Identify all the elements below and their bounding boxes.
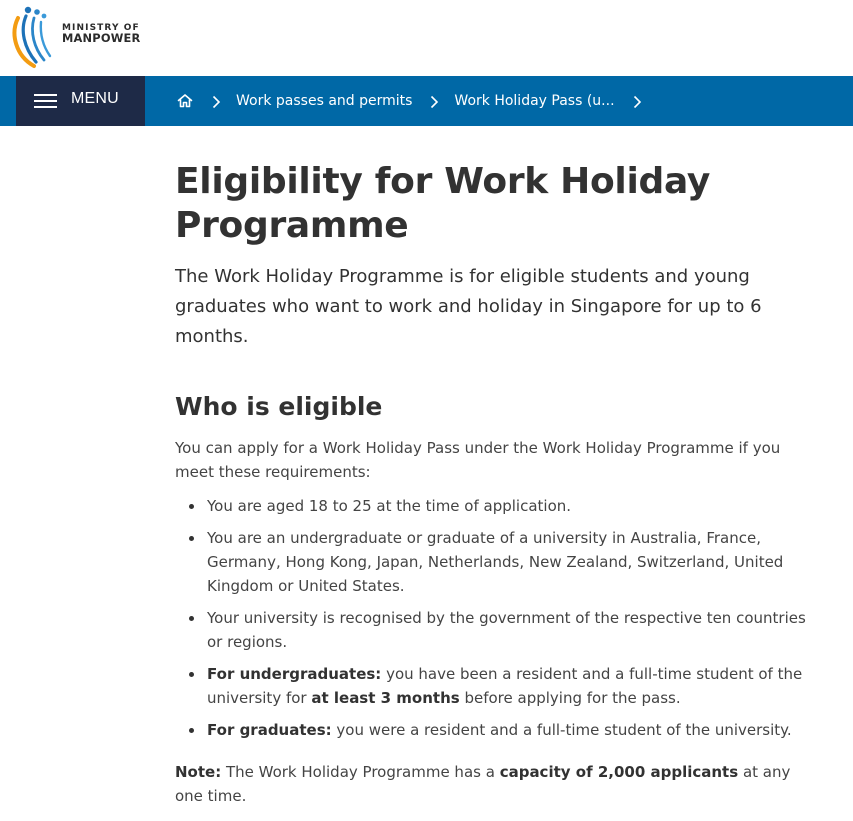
- list-item: [207, 494, 815, 518]
- breadcrumb: [176, 76, 657, 126]
- note-capacity: capacity of 2,000 applicants: [499, 763, 739, 781]
- logo-wordmark: [62, 24, 140, 45]
- chevron-right-icon: [209, 94, 223, 108]
- list-item: [207, 718, 815, 742]
- requirement-text: You are aged 18 to 25 at the time of application.: [207, 497, 572, 515]
- list-item: [207, 526, 815, 598]
- menu-label: MENU: [71, 90, 119, 107]
- main-content: [175, 160, 815, 808]
- note-label: Note:: [175, 763, 222, 781]
- list-item: [207, 606, 815, 654]
- nav-bar: [0, 76, 853, 126]
- requirement-text: You are an undergraduate or graduate of a university in Australia, France, Germany, Hong Kong, Japan, Netherlands, New Zealand, Switzerland, United Kingdom or United States.: [207, 529, 784, 595]
- section-heading-who-is-eligible: Who is eligible: [175, 392, 383, 421]
- note-text: at any one time.: [175, 763, 791, 805]
- hamburger-icon: [34, 94, 57, 108]
- site-header: [0, 0, 853, 76]
- chevron-right-icon[interactable]: [630, 94, 644, 108]
- mom-logo[interactable]: [12, 4, 152, 70]
- requirement-text: before applying for the pass.: [459, 689, 681, 707]
- note-paragraph: [175, 760, 815, 808]
- requirement-text: Your university is recognised by the government of the respective ten countries or regions.: [207, 609, 806, 651]
- breadcrumb-work-holiday-pass[interactable]: Work Holiday Pass (u...: [454, 93, 615, 109]
- requirement-bold-label: For undergraduates:: [207, 665, 382, 683]
- home-icon[interactable]: [176, 92, 194, 110]
- requirement-text: you were a resident and a full-time student of the university.: [331, 721, 792, 739]
- page-title: Eligibility for Work Holiday Programme: [175, 161, 711, 246]
- list-item: [207, 662, 815, 710]
- chevron-right-icon: [427, 94, 441, 108]
- logo-emblem-icon: [12, 4, 60, 70]
- logo-line-ministry: MINISTRY OF: [62, 23, 140, 33]
- requirements-list: [175, 494, 815, 742]
- lead-paragraph: The Work Holiday Programme is for eligible students and young graduates who want to work and holiday in Singapore for up to 6 months.: [175, 266, 762, 347]
- note-text: The Work Holiday Programme has a: [221, 763, 500, 781]
- menu-button[interactable]: [16, 76, 145, 126]
- requirement-bold-emphasis: at least 3 months: [311, 689, 460, 707]
- requirement-bold-label: For graduates:: [207, 721, 332, 739]
- requirement-text: you have been a resident and a full-time student of the university for: [207, 665, 803, 707]
- intro-paragraph: You can apply for a Work Holiday Pass under the Work Holiday Programme if you meet these requirements:: [175, 439, 781, 481]
- breadcrumb-work-passes[interactable]: Work passes and permits: [236, 93, 413, 109]
- logo-line-manpower: MANPOWER: [62, 31, 141, 46]
